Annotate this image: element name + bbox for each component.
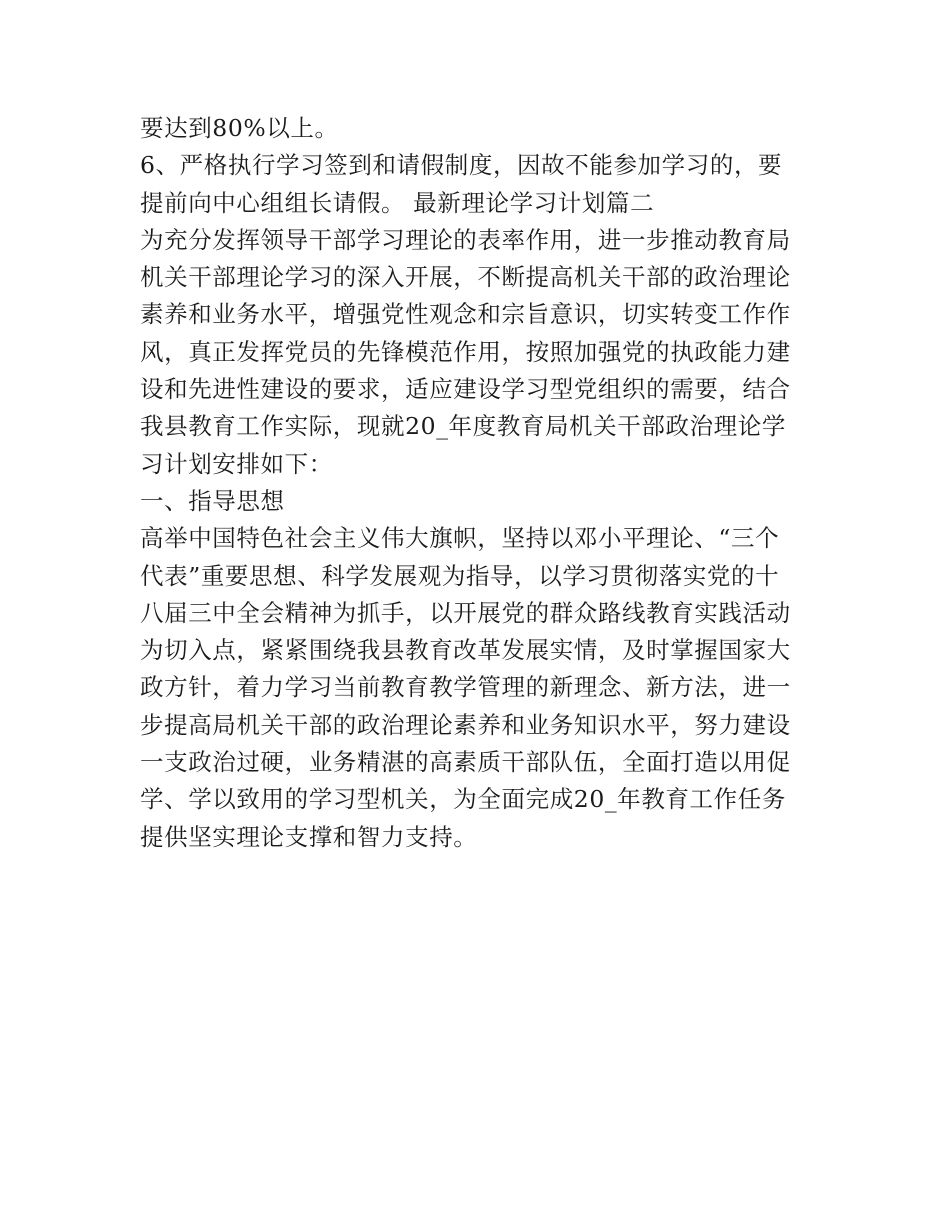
text-line: 为充分发挥领导干部学习理论的表率作用，进一步推动教育局 bbox=[140, 225, 791, 254]
section-heading: 一、指导思想 bbox=[140, 486, 285, 515]
document-body bbox=[140, 110, 812, 856]
text-line: 学、学以致用的学习型机关，为全面完成20_年教育工作任务 bbox=[140, 785, 786, 814]
text-line: 机关干部理论学习的深入开展，不断提高机关干部的政治理论 bbox=[140, 263, 791, 292]
text-line: 6、严格执行学习签到和请假制度，因故不能参加学习的，要 bbox=[140, 151, 783, 180]
text-line: 要达到80%以上。 bbox=[140, 114, 339, 142]
text-line: 我县教育工作实际，现就20_年度教育局机关干部政治理论学 bbox=[140, 412, 786, 441]
text-line: 素养和业务水平，增强党性观念和宗旨意识，切实转变工作作 bbox=[140, 300, 791, 329]
text-line: 习计划安排如下： bbox=[140, 449, 333, 478]
text-line: 八届三中全会精神为抓手，以开展党的群众路线教育实践活动 bbox=[140, 598, 791, 627]
text-line: 为切入点，紧紧围绕我县教育改革发展实情，及时掌握国家大 bbox=[140, 636, 791, 665]
text-line: 政方针，着力学习当前教育教学管理的新理念、新方法，进一 bbox=[140, 673, 791, 702]
text-line: 代表”重要思想、科学发展观为指导，以学习贯彻落实党的十 bbox=[140, 561, 780, 590]
text-line: 提供坚实理论支撑和智力支持。 bbox=[140, 822, 478, 851]
text-line: 一支政治过硬，业务精湛的高素质干部队伍，全面打造以用促 bbox=[140, 748, 791, 777]
text-line: 风，真正发挥党员的先锋模范作用，按照加强党的执政能力建 bbox=[140, 337, 791, 366]
text-line: 高举中国特色社会主义伟大旗帜，坚持以邓小平理论、“三个 bbox=[140, 524, 780, 553]
text-line: 提前向中心组组长请假。 最新理论学习计划篇二 bbox=[140, 188, 655, 217]
text-line: 步提高局机关干部的政治理论素养和业务知识水平，努力建设 bbox=[140, 710, 791, 739]
body-text bbox=[140, 110, 812, 856]
text-line: 设和先进性建设的要求，适应建设学习型党组织的需要，结合 bbox=[140, 375, 791, 404]
